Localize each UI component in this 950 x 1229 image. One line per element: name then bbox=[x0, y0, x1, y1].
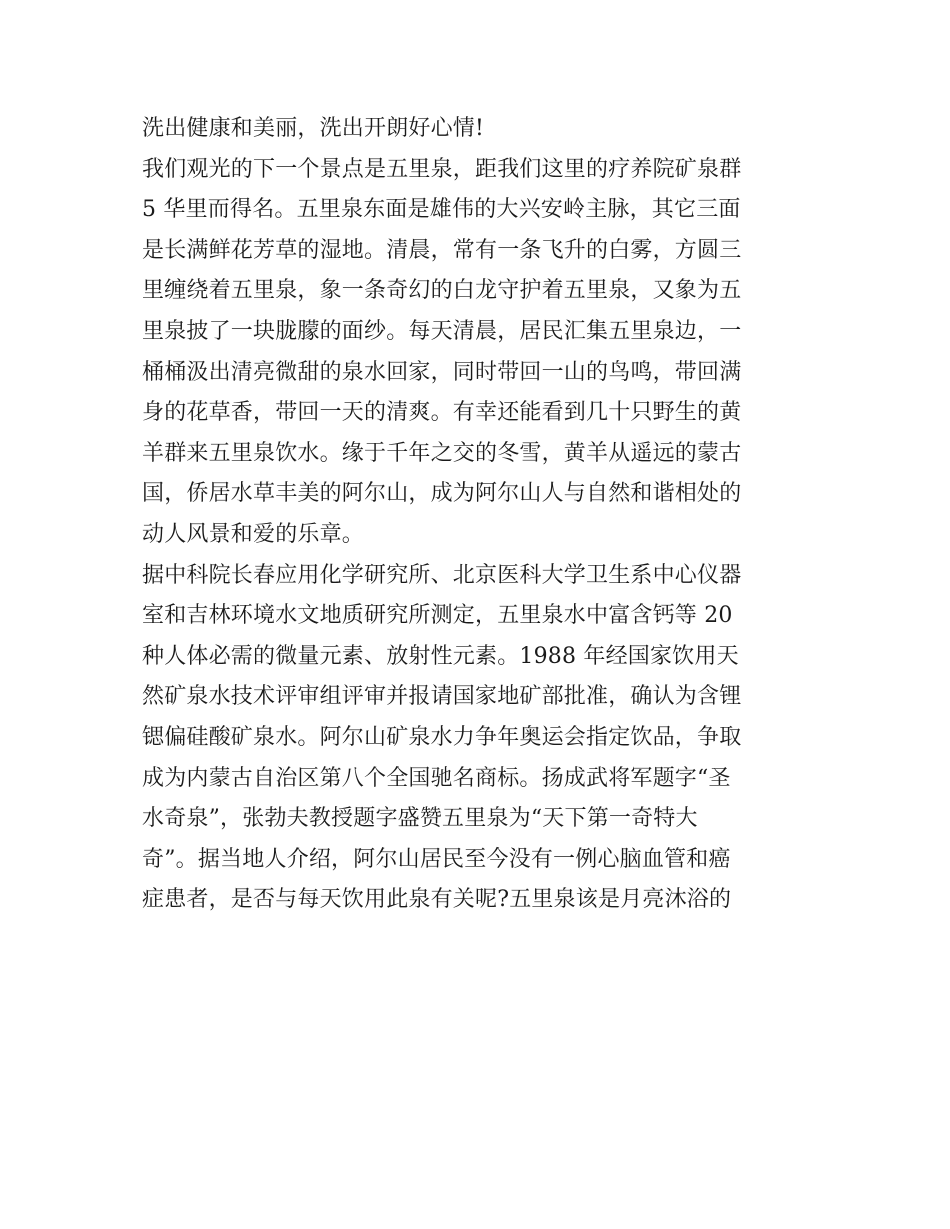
text-line: 锶偏硅酸矿泉水。阿尔山矿泉水力争年奥运会指定饮品，争取 bbox=[142, 724, 742, 750]
text-line: 里泉披了一块胧朦的面纱。每天清晨，居民汇集五里泉边，一 bbox=[142, 318, 742, 344]
text-line: 然矿泉水技术评审组评审并报请国家地矿部批准，确认为含锂 bbox=[142, 684, 742, 710]
text-line: 里缠绕着五里泉，象一条奇幻的白龙守护着五里泉，又象为五 bbox=[142, 278, 742, 304]
text-line: 国，侨居水草丰美的阿尔山，成为阿尔山人与自然和谐相处的 bbox=[142, 481, 742, 507]
text-line: 我们观光的下一个景点是五里泉，距我们这里的疗养院矿泉群 bbox=[142, 156, 742, 182]
text-line: 水奇泉”，张勃夫教授题字盛赞五里泉为“天下第一奇特大 bbox=[142, 806, 698, 832]
text-line: 5 华里而得名。五里泉东面是雄伟的大兴安岭主脉，其它三面 bbox=[142, 197, 741, 223]
text-line: 室和吉林环境水文地质研究所测定，五里泉水中富含钙等 20 bbox=[142, 603, 733, 629]
text-line: 身的花草香，带回一天的清爽。有幸还能看到几十只野生的黄 bbox=[142, 400, 742, 426]
document-body bbox=[142, 109, 822, 921]
text-line: 症患者，是否与每天饮用此泉有关呢?五里泉该是月亮沐浴的 bbox=[142, 887, 732, 913]
text-line: 洗出健康和美丽，洗出开朗好心情! bbox=[142, 116, 485, 141]
text-line: 据中科院长春应用化学研究所、北京医科大学卫生系中心仪器 bbox=[142, 562, 742, 588]
text-line: 种人体必需的微量元素、放射性元素。1988 年经国家饮用天 bbox=[142, 643, 739, 669]
text-line: 羊群来五里泉饮水。缘于千年之交的冬雪，黄羊从遥远的蒙古 bbox=[142, 440, 742, 466]
text-line: 成为内蒙古自治区第八个全国驰名商标。扬成武将军题字“圣 bbox=[142, 765, 731, 791]
text-line: 桶桶汲出清亮微甜的泉水回家，同时带回一山的鸟鸣，带回满 bbox=[142, 359, 742, 385]
text-line: 动人风景和爱的乐章。 bbox=[142, 521, 365, 547]
text-line: 是长满鲜花芳草的湿地。清晨，常有一条飞升的白雾，方圆三 bbox=[142, 237, 742, 263]
text-line: 奇”。据当地人介绍，阿尔山居民至今没有一例心脑血管和癌 bbox=[142, 846, 731, 872]
